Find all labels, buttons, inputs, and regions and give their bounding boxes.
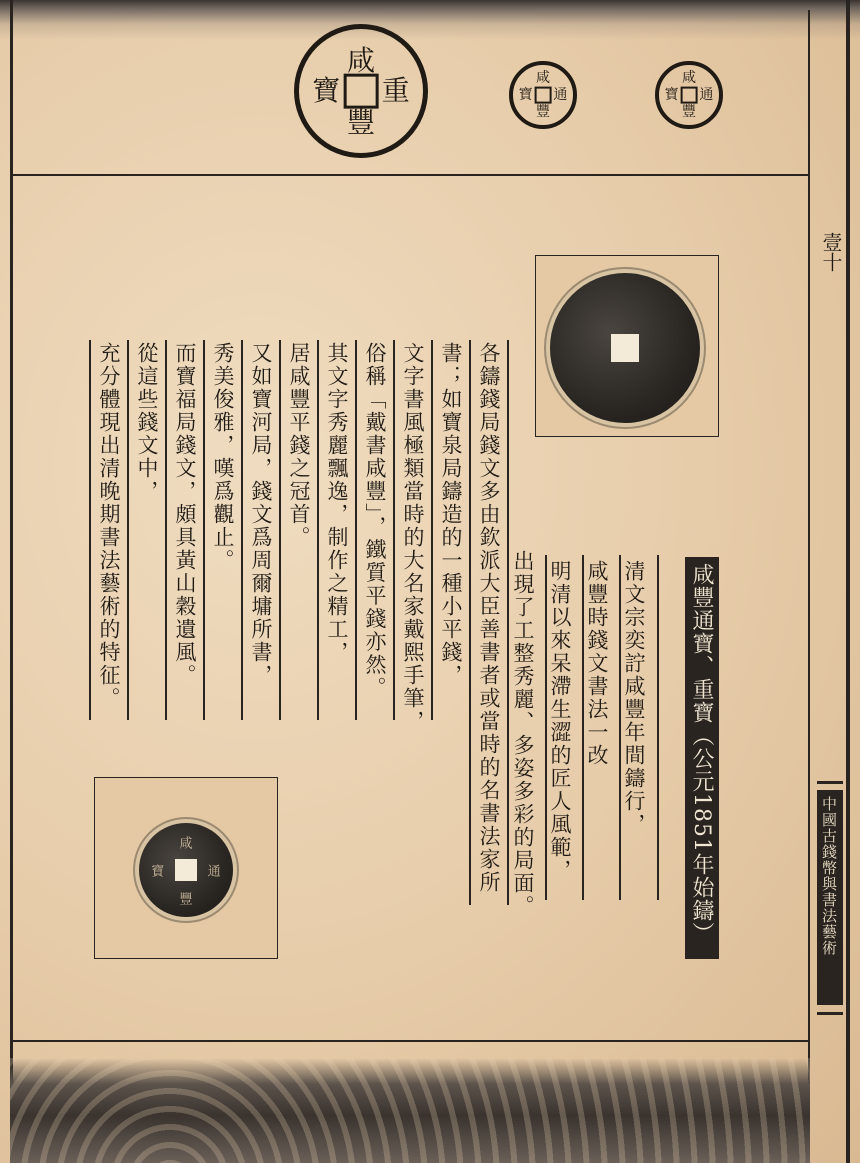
square-hole-icon: [535, 87, 552, 104]
body-column: 俗稱「戴書咸豐」，鐵質平錢亦然。: [363, 342, 387, 700]
body-column: 文字書風極類當時的大名家戴熙手筆，: [401, 342, 425, 733]
intro-column: 明清以來呆滯生澀的匠人風範，: [548, 560, 572, 882]
header-rule: [10, 174, 810, 176]
column-rule: [545, 555, 547, 900]
coin-glyph-bottom: 豐: [682, 103, 696, 120]
coin-photo-small: [139, 823, 233, 917]
column-rule: [241, 340, 243, 720]
body-column: 而寶福局錢文，頗具黃山穀遺風。: [173, 342, 197, 687]
coin-glyph-top: 咸: [682, 70, 696, 87]
title-box: [685, 557, 719, 959]
coin-glyph-left: 寶: [518, 87, 533, 103]
margin-line: [808, 10, 810, 1130]
coin-photo-large: [550, 273, 700, 423]
coin-glyph-bottom: 豐: [346, 106, 376, 140]
coin-glyph-bottom: 豐: [179, 892, 193, 908]
body-column: 又如寶河局，錢文爲周爾墉所書，: [249, 342, 273, 687]
coin-glyph-top: 咸: [346, 44, 376, 78]
column-rule: [469, 340, 471, 905]
column-rule: [657, 555, 659, 900]
coin-glyph-right: 重: [381, 74, 410, 107]
coin-glyph-top: 咸: [536, 70, 550, 87]
column-rule: [165, 340, 167, 720]
column-rule: [127, 340, 129, 720]
body-column: 充分體現出清晚期書法藝術的特征。: [97, 342, 121, 710]
coin-glyph-top: 咸: [179, 836, 193, 852]
intro-column: 咸豐時錢文書法一改: [585, 560, 609, 767]
column-rule: [619, 555, 621, 900]
side-label-box: [817, 790, 843, 1005]
coin-photo-frame-large: [535, 255, 719, 437]
square-hole-icon: [611, 334, 639, 362]
coin-glyph-right: 通: [553, 87, 568, 103]
square-hole-icon: [681, 87, 698, 104]
coin-glyph-bottom: 豐: [536, 103, 550, 120]
intro-column: 清文宗奕詝咸豐年間鑄行，: [622, 560, 646, 836]
intro-column: 出現了工整秀麗、多姿多彩的局面。: [511, 550, 535, 918]
header-coin-large: [294, 24, 428, 158]
coin-glyph-left: 寶: [151, 864, 165, 880]
column-rule: [355, 340, 357, 720]
body-column: 秀美俊雅，嘆爲觀止。: [211, 342, 235, 572]
column-rule: [582, 555, 584, 900]
column-rule: [317, 340, 319, 720]
coin-photo-frame-small: [94, 777, 278, 959]
body-column: 書；如寶泉局鑄造的一種小平錢，: [439, 342, 463, 687]
frame-right-line: [846, 0, 850, 1163]
side-label-bar-bottom: [817, 1012, 843, 1015]
column-rule: [507, 340, 509, 905]
side-label-text: 中國古錢幣與書法藝術: [820, 796, 838, 956]
body-column: 其文字秀麗飄逸，制作之精工，: [325, 342, 349, 664]
coin-glyph-right: 通: [207, 864, 221, 880]
top-decorative-band: [0, 0, 860, 40]
body-column: 各鑄錢局錢文多由欽派大臣善書者或當時的名書法家所: [477, 342, 501, 894]
square-hole-icon: [175, 859, 197, 881]
coin-glyph-left: 寶: [664, 87, 679, 103]
page-number: 壹十: [819, 232, 843, 272]
column-rule: [203, 340, 205, 720]
column-rule: [279, 340, 281, 720]
footer-rule: [10, 1040, 810, 1042]
header-coin-small-2: [655, 61, 723, 129]
header-coin-small-1: [509, 61, 577, 129]
column-rule: [393, 340, 395, 720]
column-rule: [89, 340, 91, 720]
square-hole-icon: [344, 74, 379, 109]
bottom-decorative-band: [10, 1058, 810, 1163]
column-rule: [431, 340, 433, 720]
title-text: 咸豐通寶、重寶（公元1851年始鑄）: [689, 563, 714, 945]
coin-glyph-left: 寶: [312, 74, 341, 107]
body-column: 從這些錢文中，: [135, 342, 159, 503]
coin-glyph-right: 通: [699, 87, 714, 103]
side-label-bar-top: [817, 781, 843, 784]
body-column: 居咸豐平錢之冠首。: [287, 342, 311, 549]
